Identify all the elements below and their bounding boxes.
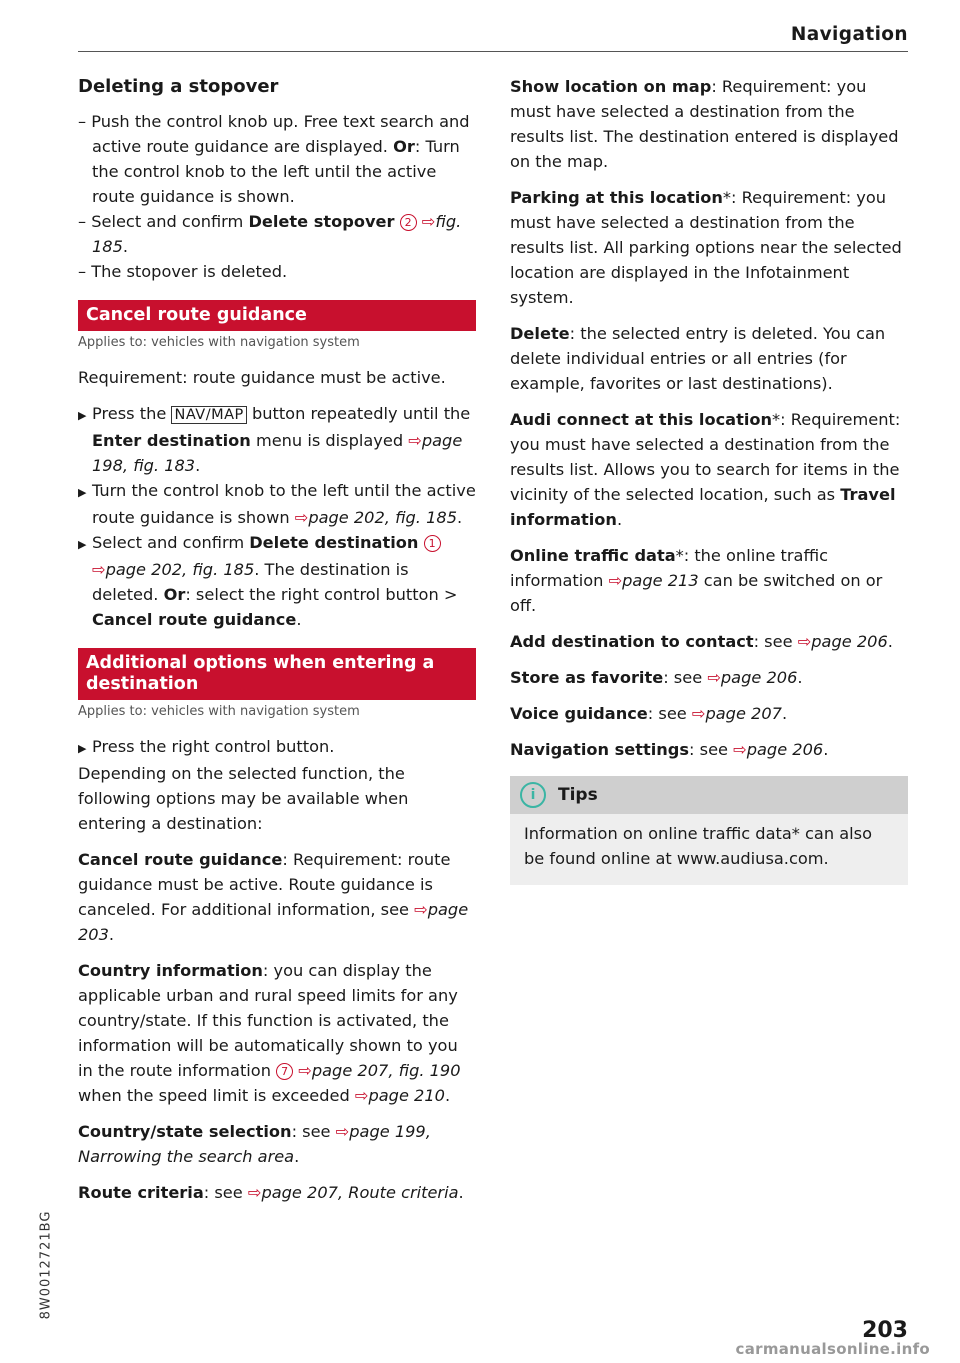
section-title: Navigation bbox=[790, 24, 908, 45]
ref-arrow-icon: ⇨ bbox=[707, 668, 721, 687]
ref-arrow-icon: ⇨ bbox=[294, 508, 309, 527]
ref-arrow-icon: ⇨ bbox=[92, 560, 106, 579]
page-ref-link[interactable]: page 206 bbox=[720, 668, 798, 687]
page-ref-link[interactable]: page 206 bbox=[811, 632, 888, 651]
ref-arrow-icon: ⇨ bbox=[608, 571, 623, 590]
additional-intro: Depending on the selected function, the following options may be available when entering a destination: bbox=[78, 764, 409, 833]
step-arrow-icon: ▶ bbox=[78, 409, 87, 422]
tips-text: Information on online traffic data* can also be found online at www.audiusa.com. bbox=[524, 824, 872, 868]
cancel-step-1: ▶ Press the NAV/MAP button repeatedly until the Enter destination menu is displayed ⇨page 198, fig. 183. bbox=[78, 404, 471, 475]
callout-2-icon: 2 bbox=[400, 214, 417, 231]
ref-arrow-icon: ⇨ bbox=[421, 212, 436, 231]
option-show-on-map: Show location on map: Requirement: you must have selected a destination from the results list. The destination entered is displayed on the map. bbox=[510, 77, 899, 171]
ref-arrow-icon: ⇨ bbox=[335, 1122, 350, 1141]
option-parking: Parking at this location*: Requirement: you must have selected a destination from the results list. All parking options near the selected location are displayed in the Infotainment system. bbox=[510, 188, 902, 307]
info-icon: i bbox=[520, 782, 546, 808]
ref-arrow-icon: ⇨ bbox=[408, 431, 422, 450]
ref-arrow-icon: ⇨ bbox=[691, 704, 706, 723]
ref-arrow-icon: ⇨ bbox=[298, 1061, 312, 1080]
step-arrow-icon: ▶ bbox=[78, 538, 87, 551]
option-delete: Delete: the selected entry is deleted. You can delete individual entries or all entries (for example, favorites or last destinations). bbox=[510, 324, 886, 393]
additional-options-heading: Additional options when entering a destination bbox=[78, 648, 476, 700]
callout-1-icon: 1 bbox=[424, 535, 441, 552]
option-store-favorite: Store as favorite: see ⇨page 206. bbox=[510, 668, 803, 687]
option-audi-connect: Audi connect at this location*: Requirement: you must have selected a destination from the results list. Allows you to search for items in the vicinity of the selected location, such as Travel information. bbox=[510, 410, 901, 529]
cancel-step-2: ▶ Turn the control knob to the left until the active route guidance is shown ⇨page 202, fig. 185. bbox=[78, 481, 476, 527]
ref-arrow-icon: ⇨ bbox=[247, 1183, 262, 1202]
tips-header bbox=[510, 776, 908, 814]
stopover-step-1: – Push the control knob up. Free text search and active route guidance are displayed. Or: Turn the control knob to the left until the active route guidance is shown. bbox=[78, 112, 470, 206]
page-ref-link[interactable]: page 202, fig. 185 bbox=[105, 560, 255, 579]
cancel-step-3: ▶ Select and confirm Delete destination 1 ⇨page 202, fig. 185. The destination is deleted. Or: select the right control button > Cancel route guidance. bbox=[78, 533, 458, 629]
page-ref-link[interactable]: page 207, Route criteria bbox=[261, 1183, 459, 1202]
callout-7-icon: 7 bbox=[276, 1063, 293, 1080]
page-ref-link[interactable]: page 199, Narrowing the search area bbox=[78, 1122, 431, 1166]
tips-body bbox=[510, 814, 908, 885]
page-ref-link[interactable]: page 207, fig. 190 bbox=[311, 1061, 461, 1080]
ref-arrow-icon: ⇨ bbox=[733, 740, 747, 759]
option-add-contact: Add destination to contact: see ⇨page 206. bbox=[510, 632, 893, 651]
page-ref-link[interactable]: page 210 bbox=[368, 1086, 445, 1105]
ref-arrow-icon: ⇨ bbox=[354, 1086, 369, 1105]
additional-applies-note: Applies to: vehicles with navigation system bbox=[78, 704, 360, 719]
cancel-applies-note: Applies to: vehicles with navigation system bbox=[78, 335, 360, 350]
additional-step: ▶ Press the right control button. bbox=[78, 734, 476, 761]
option-voice-guidance: Voice guidance: see ⇨page 207. bbox=[510, 704, 788, 723]
stopover-step-3: – The stopover is deleted. bbox=[78, 262, 288, 281]
cancel-requirement: Requirement: route guidance must be active. bbox=[78, 368, 446, 387]
option-cancel-route: Cancel route guidance: Requirement: route guidance must be active. Route guidance is canceled. For additional information, see ⇨page 203. bbox=[78, 850, 469, 944]
watermark: carmanualsonline.info bbox=[735, 1340, 930, 1358]
document-code: 8W0012721BG bbox=[38, 1210, 54, 1320]
header-divider bbox=[78, 51, 908, 52]
page-ref-link[interactable]: page 206 bbox=[746, 740, 824, 759]
page-number: 203 bbox=[862, 1318, 908, 1343]
tips-box bbox=[510, 776, 908, 885]
option-country-selection: Country/state selection: see ⇨page 199, Narrowing the search area. bbox=[78, 1122, 431, 1166]
page-ref-link[interactable]: page 202, fig. 185 bbox=[308, 508, 457, 527]
cancel-route-heading: Cancel route guidance bbox=[78, 300, 476, 331]
right-column bbox=[510, 74, 908, 885]
option-nav-settings: Navigation settings: see ⇨page 206. bbox=[510, 740, 829, 759]
option-country-info: Country information: you can display the applicable urban and rural speed limits for any country/state. If this function is activated, the information will be automatically shown to you in the route information 7 ⇨page 207, fig. 190 when the speed limit is exceeded ⇨page 210. bbox=[78, 961, 461, 1105]
stopover-step-2: – Select and confirm Delete stopover 2 ⇨fig. 185. bbox=[78, 212, 462, 256]
page-ref-link[interactable]: page 207 bbox=[705, 704, 782, 723]
ref-arrow-icon: ⇨ bbox=[797, 632, 812, 651]
left-column bbox=[78, 74, 476, 1216]
tips-title: Tips bbox=[558, 784, 598, 805]
nav-map-key: NAV/MAP bbox=[171, 406, 246, 424]
page-ref-link[interactable]: page 213 bbox=[622, 571, 699, 590]
option-route-criteria: Route criteria: see ⇨page 207, Route criteria. bbox=[78, 1183, 464, 1202]
step-arrow-icon: ▶ bbox=[78, 742, 87, 755]
ref-arrow-icon: ⇨ bbox=[414, 900, 428, 919]
fig-ref-link[interactable]: fig. 185 bbox=[92, 212, 462, 256]
page-ref-link[interactable]: page 203 bbox=[78, 900, 469, 944]
step-arrow-icon: ▶ bbox=[78, 486, 87, 499]
option-online-traffic: Online traffic data*: the online traffic information ⇨page 213 can be switched on or off. bbox=[510, 546, 883, 615]
stopover-heading: Deleting a stopover bbox=[78, 76, 279, 97]
page-ref-link[interactable]: page 198, fig. 183 bbox=[92, 431, 463, 475]
